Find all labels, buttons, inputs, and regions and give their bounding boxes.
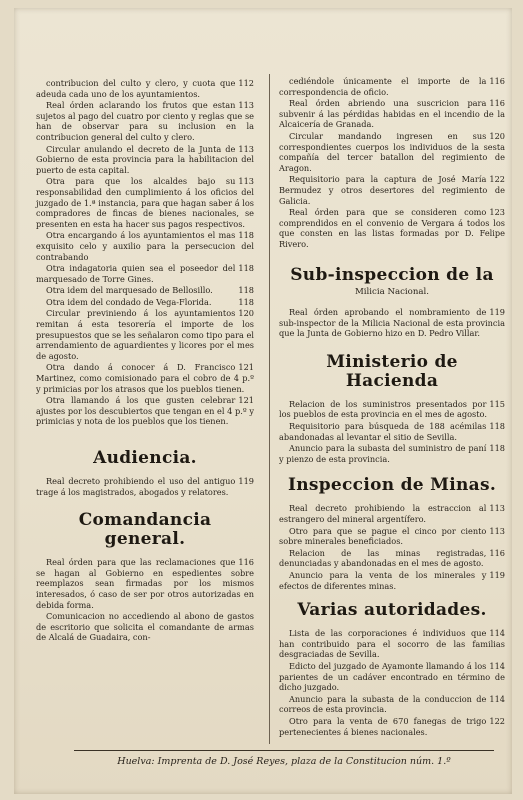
entry-text: Otra encargando á los ayuntamientos el mas exquisito celo y auxilio para la persecucion del contrabando [36,230,254,262]
document-page [14,8,512,794]
index-entry [36,611,254,643]
entry-text: Otro para la venta de 670 fanegas de trigo pertenecientes á bienes nacionales. [279,715,487,737]
entry-text: Otra indagatoria quien sea el poseedor del marquesado de Torre Gines. [36,263,236,284]
index-entry [36,100,254,142]
entries-comandancia [36,557,254,643]
section-title-audiencia: Audiencia. [93,448,197,468]
entry-text: Relacion de los suministros presentados por los pueblos de esta provincia en el mes de agosto. [279,398,487,420]
index-entry [36,557,254,610]
index-entry [279,76,505,97]
entry-text: Comunicacion no accediendo al abono de gastos de escritorio que solicita el comandante de armas de Alcalá de Guadaira, con- [36,611,254,643]
page-number: 119 [489,307,505,318]
entry-text: Relacion de las minas registradas, denunciadas y abandonadas en el mes de agosto. [279,547,487,569]
index-entry [279,628,505,660]
entry-text: Real órden abriendo una suscricion para subvenir á las pérdidas habidas en el incendio de la Alcaicería de Granada. [279,98,505,130]
column-divider [269,74,270,744]
entry-text: Otra llamando á los que gusten celebrar ajustes por los descubiertos que tengan en el 4 p.º y primicias y nota de los pueblos que los tienen. [36,395,254,427]
page-number: 114 [489,660,505,671]
entry-text: Otra idem del condado de Vega-Florida. [46,296,212,307]
page-number: 118 [238,296,254,307]
entry-text: Real órden para que las reclamaciones que se hagan al Gobierno en espedientes sobre reemplazos sean firmadas por los mismos interesados, ó caso de ser por otros autorizadas en debida forma. [36,557,254,610]
entry-text: Circular anulando el decreto de la Junta de Gobierno de esta provincia para la habilitacion del puerto de esta capital. [36,143,254,175]
index-entry [36,476,254,497]
page-number: 118 [238,263,254,274]
page-number: 118 [489,443,505,454]
index-entry [279,131,505,173]
index-entry [36,297,254,308]
index-entry [36,176,254,229]
page-number: 113 [238,100,254,111]
index-entry [279,694,505,715]
index-entry [36,263,254,284]
page-number: 119 [238,476,254,486]
entry-text: Real órden aprobando el nombramiento de sub-inspector de la Milicia Nacional de esta provincia que la Junta de Gobierno hizo en D. Pedro Villar. [279,307,505,339]
entry-text: Anuncio para la venta de los minerales y efectos de diferentes minas. [279,570,487,591]
index-entry [36,285,254,296]
page-number: 121 [238,362,254,373]
index-entry [279,661,505,693]
page-number: 115 [489,398,505,409]
page-number: 122 [489,715,505,726]
index-entry [279,399,505,420]
index-entry [279,421,505,442]
page-number: 116 [489,547,505,558]
page-number: 123 [489,207,505,218]
section-title-varias: Varias autoridades. [297,600,487,621]
section-title-minas: Inspeccion de Minas. [287,475,497,496]
entry-text: contribucion del culto y clero, y cuota que adeuda cada uno de los ayuntamientos. [36,78,236,99]
index-entry [36,362,254,394]
index-entry [36,395,254,427]
entry-text: Real decreto prohibiendo la estraccion al estrangero del mineral argentífero. [279,503,487,525]
entry-text: Edicto del juzgado de Ayamonte llamando á los parientes de un cadáver encontrado en término de dicho juzgado. [279,660,505,693]
page-number: 118 [238,285,254,296]
index-entry [279,98,505,130]
entries-hacienda [279,399,505,465]
page-number: 113 [238,143,254,154]
entries-varias [279,628,505,737]
entry-text: Otra dando á conocer á D. Francisco Martinez, como comisionado para el cobro de 4 p.º y primicias por los atrasos que los pueblos tienen. [36,362,254,394]
entry-text: Anuncio para la subasta de la conduccion de correos de esta provincia. [279,693,487,715]
entry-text: Circular previniendo á los ayuntamientos remitan á esta tesorería el importe de los presupuestos que se les señalaron como tipo para el arrendamiento de aguardientes y licores por el mes de agosto. [36,308,254,361]
section-subtitle-subinspeccion: Milicia Nacional. [355,286,429,297]
page-number: 113 [238,176,254,187]
section-title-comandancia: Comandancia general. [78,510,212,550]
index-entry [36,308,254,361]
index-entry [279,443,505,464]
index-entry [279,307,505,339]
index-entry [36,144,254,176]
page-number: 113 [489,503,505,514]
index-entry [279,716,505,737]
entry-text: Requisitorio para la captura de José María Bermudez y otros desertores del regimiento de Galicia. [279,174,505,206]
imprint-footer: Huelva: Imprenta de D. José Reyes, plaza de la Constitucion núm. 1.º [74,750,494,767]
page-number: 121 [238,395,254,406]
left-column [36,78,254,644]
entries-subinspeccion [279,307,505,339]
entry-text: Anuncio para la subasta del suministro de paní y pienzo de esta provincia. [279,443,487,464]
page-number: 122 [489,174,505,185]
page-number: 116 [238,557,254,568]
index-entry [279,207,505,249]
entry-text: Otra idem del marquesado de Bellosillo. [46,285,213,296]
page-number: 116 [489,76,505,86]
entry-text: Circular mandando ingresen en sus correspondientes cuerpos los individuos de la sesta compañía del tercer batallon del regimiento de Aragon. [279,130,505,173]
page-number: 114 [489,693,505,704]
index-entry [279,503,505,524]
entry-text: Real órden para que se consideren como comprendidos en el convenio de Vergara á todos los que consten en las listas formadas por D. Felipe Rivero. [279,207,505,249]
entries-right-top [279,76,505,250]
page-number: 120 [489,130,505,141]
page-number: 113 [489,525,505,536]
right-column [279,76,505,738]
page-number: 118 [238,230,254,241]
entry-text: Otro para que se pague el cinco por ciento sobre minerales beneficiados. [279,525,487,547]
page-number: 119 [489,570,505,580]
index-entry [279,570,505,591]
page-number: 116 [489,98,505,109]
entry-text: Requisitorio para búsqueda de 188 acémilas abandonadas al levantar el sitio de Sevilla. [279,421,487,442]
entries-minas [279,503,505,591]
entry-text: Real órden aclarando los frutos que estan sujetos al pago del cuatro por ciento y reglas que se han de observar para su inclusion en la contribucion general del culto y clero. [36,100,254,142]
index-entry [279,174,505,206]
entries-left-top [36,78,254,427]
entry-text: Real decreto prohibiendo el uso del antiguo trage á los magistrados, abogados y relatores. [36,476,236,497]
section-title-hacienda: Ministerio de Hacienda [326,351,458,391]
entries-audiencia [36,476,254,497]
index-entry [36,230,254,262]
index-entry [36,78,254,99]
page-number: 118 [489,421,505,432]
page-number: 114 [489,628,505,639]
entry-text: Otra para que los alcaldes bajo su responsabilidad den cumplimiento á los oficios del juzgado de 1.ª instancia, para que hagan saber á los compradores de fincas de bienes nacionales, se presenten en esta ha hacer sus pagos respectivos. [36,176,254,229]
index-entry [279,548,505,569]
entry-text: Lista de las corporaciones é individuos que han contribuido para el socorro de las familias desgraciadas de Sevilla. [279,628,505,660]
index-entry [279,526,505,547]
page-number: 120 [238,308,254,319]
page-number: 112 [238,78,254,88]
section-title-subinspeccion: Sub-inspeccion de la [290,264,494,285]
entry-text: cediéndole únicamente el importe de la correspondencia de oficio. [279,76,487,97]
